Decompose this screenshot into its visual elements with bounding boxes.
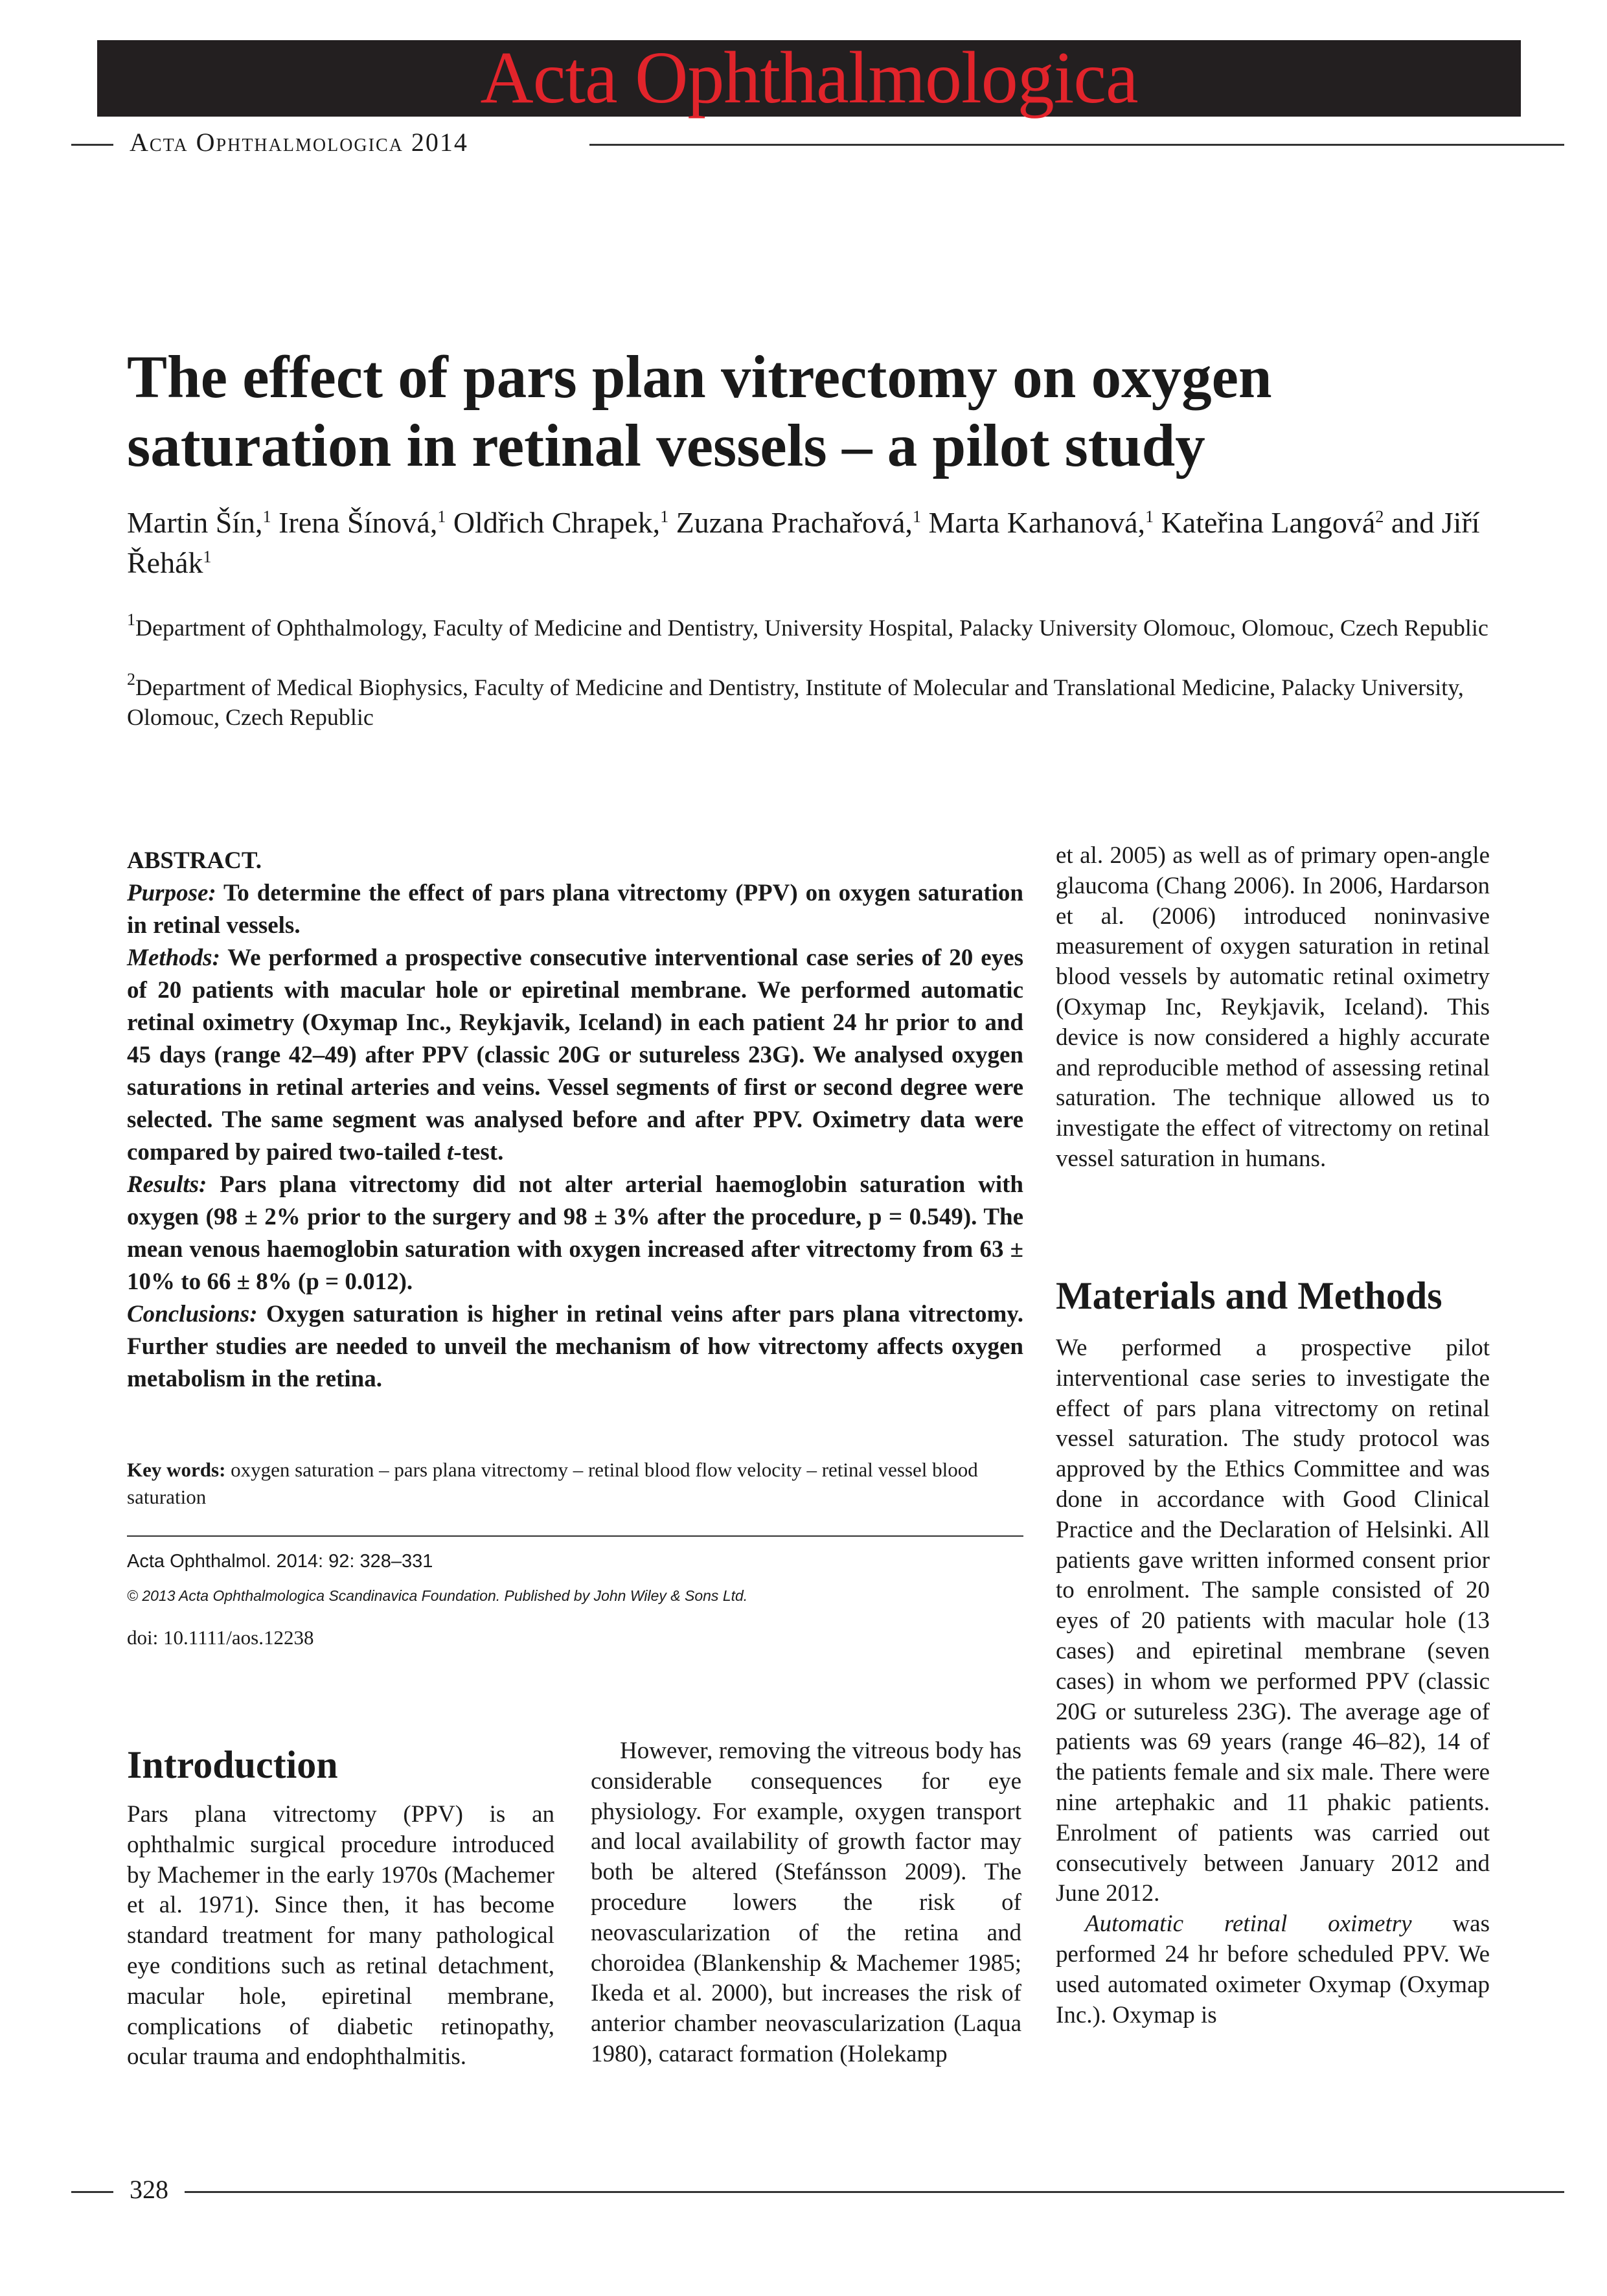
abstract-conclusions-text: Oxygen saturation is higher in retinal veins after pars plana vitrectomy. Further studies are needed to unveil the mechanism of how vitrectomy affects oxygen metabolism in the retina.: [127, 1301, 1024, 1392]
affiliation-2: [127, 672, 1500, 732]
paragraph-text: was performed 24 hr before scheduled PPV. We used automated oximeter Oxymap (Oxymap Inc.). Oxymap is: [1056, 1911, 1490, 2028]
keywords-text: oxygen saturation – pars plana vitrectomy – retinal blood flow velocity – retinal vessel blood saturation: [127, 1458, 978, 1508]
article-title-line2: saturation in retinal vessels – a pilot study: [127, 413, 1205, 479]
affiliation-text: Department of Ophthalmology, Faculty of Medicine and Dentistry, University Hospital, Palacky University Olomouc, Olomouc, Czech Republic: [135, 615, 1488, 641]
footer-rule-left: [71, 2191, 113, 2193]
abstract: [127, 845, 1023, 1395]
footer-rule-right: [185, 2191, 1564, 2193]
section-heading-materials-methods: Materials and Methods: [1056, 1274, 1442, 1317]
abstract-methods-label: Methods:: [127, 945, 220, 971]
journal-masthead: [97, 36, 1521, 119]
abstract-results-label: Results:: [127, 1171, 207, 1198]
right-column-materials: [1056, 1333, 1490, 2030]
author-affil-mark: 1: [1145, 507, 1154, 526]
middle-column: [591, 1736, 1021, 2070]
running-head-rule-right: [589, 144, 1564, 146]
running-head-text: Acta Ophthalmologica 2014: [130, 128, 468, 157]
article-title-line1: The effect of pars plan vitrectomy on oxygen: [127, 344, 1272, 411]
affiliation-number: 2: [127, 670, 135, 689]
author-affil-mark: 1: [203, 547, 212, 566]
paragraph: Pars plana vitrectomy (PPV) is an ophthalmic surgical procedure introduced by Machemer in the early 1970s (Machemer et al. 1971). Since then, it has become standard treatment for many pathological eye conditions such as retinal detachment, macular hole, epiretinal membrane, complications of diabetic retinopathy, ocular trauma and endophthalmitis.: [127, 1801, 554, 2071]
author: Marta Karhanová,: [928, 506, 1146, 539]
abstract-purpose: [127, 877, 1023, 942]
paragraph: However, removing the vitreous body has considerable consequences for eye physiology. For example, oxygen transport and local availability of growth factor may both be altered (Stefánsson 2009). The procedure lowers the risk of neovascularization of the retina and choroidea (Blankenship & Machemer 1985; Ikeda et al. 2000), but increases the risk of anterior chamber neovascularization (Laqua 1980), cataract formation (Holekamp: [591, 1738, 1021, 2067]
abstract-methods-text: We performed a prospective consecutive interventional case series of 20 eyes of 20 patients with macular hole or epiretinal membrane. We performed automatic retinal oximetry (Oxymap Inc., Reykjavik, Iceland) in each patient 24 hr prior to and 45 days (range 42–49) after PPV (classic 20G or sutureless 23G). We analysed oxygen saturations in retinal arteries and veins. Vessel segments of first or second degree were selected. The same segment was analysed before and after PPV. Oximetry data were compared by paired two-tailed: [127, 945, 1023, 1165]
abstract-methods: [127, 942, 1023, 1169]
author-affil-mark: 1: [262, 507, 271, 526]
abstract-purpose-text: To determine the effect of pars plana vitrectomy (PPV) on oxygen saturation in retinal vessels.: [127, 880, 1023, 939]
copyright: © 2013 Acta Ophthalmologica Scandinavica Foundation. Published by John Wiley & Sons Ltd.: [127, 1587, 748, 1604]
affiliation-number: 1: [127, 610, 135, 629]
author: Oldřich Chrapek,: [453, 506, 661, 539]
keywords-divider: [127, 1535, 1023, 1537]
right-column-top: [1056, 841, 1490, 1175]
abstract-methods-t: t: [447, 1139, 454, 1165]
abstract-conclusions-label: Conclusions:: [127, 1301, 258, 1327]
running-head-rule-left: [71, 144, 113, 146]
affiliation-1: [127, 610, 1500, 643]
italic-term: Automatic retinal oximetry: [1085, 1911, 1412, 1938]
doi-link[interactable]: doi: 10.1111/aos.12238: [127, 1626, 314, 1649]
keywords: [127, 1456, 1023, 1511]
author-affil-mark: 1: [912, 507, 921, 526]
abstract-methods-text-end: -test.: [453, 1139, 504, 1165]
abstract-conclusions: [127, 1298, 1023, 1395]
page-number: 328: [130, 2175, 168, 2204]
paragraph: et al. 2005) as well as of primary open-angle glaucoma (Chang 2006). In 2006, Hardarson et al. (2006) introduced noninvasive measurement of oxygen saturation in retinal blood vessels by automatic retinal oximetry (Oxymap Inc, Reykjavik, Iceland). This device is now considered a highly accurate and reproducible method of assessing retinal saturation. The technique allowed us to investigate the effect of vitrectomy on retinal vessel saturation in humans.: [1056, 842, 1490, 1172]
abstract-results-text: Pars plana vitrectomy did not alter arterial haemoglobin saturation with oxygen (98 ± 2% prior to the surgery and 98 ± 3% after the procedure, p = 0.549). The mean venous haemoglobin saturation with oxygen increased after vitrectomy from 63 ± 10% to 66 ± 8% (p = 0.012).: [127, 1171, 1023, 1295]
author: and Jiří Řehák: [127, 506, 1480, 579]
abstract-purpose-label: Purpose:: [127, 880, 216, 906]
running-head: [71, 127, 1490, 166]
author-affil-mark: 1: [437, 507, 446, 526]
author: Martin Šín,: [127, 506, 263, 539]
citation: Acta Ophthalmol. 2014: 92: 328–331: [127, 1551, 433, 1572]
paragraph: [1056, 1909, 1490, 2030]
left-column-introduction: [127, 1800, 554, 2072]
author-list: [127, 503, 1500, 583]
affiliation-text: Department of Medical Biophysics, Faculty of Medicine and Dentistry, Institute of Molecular and Translational Medicine, Palacky University, Olomouc, Czech Republic: [127, 674, 1464, 730]
section-heading-introduction: Introduction: [127, 1743, 338, 1786]
journal-title: Acta Ophthalmologica: [480, 36, 1138, 119]
author: Kateřina Langová: [1161, 506, 1376, 539]
keywords-label: Key words:: [127, 1458, 226, 1481]
paragraph: We performed a prospective pilot interventional case series to investigate the effect of pars plana vitrectomy on retinal vessel saturation. The study protocol was approved by the Ethics Committee and was done in accordance with Good Clinical Practice and the Declaration of Helsinki. All patients gave written informed consent prior to enrolment. The sample consisted of 20 eyes of 20 patients with macular hole (13 cases) and epiretinal membrane (seven cases) in whom we performed PPV (classic 20G or sutureless 23G). The average age of patients was 69 years (range 46–82), 14 of the patients female and six male. There were nine artephakic and 11 phakic patients. Enrolment of patients was carried out consecutively between January 2012 and June 2012.: [1056, 1335, 1490, 1907]
author: Irena Šínová,: [279, 506, 438, 539]
page-footer: [71, 2174, 1490, 2213]
article-title: [127, 343, 1487, 481]
abstract-results: [127, 1169, 1023, 1298]
author-affil-mark: 2: [1375, 507, 1384, 526]
abstract-heading: ABSTRACT.: [127, 847, 262, 874]
author: Zuzana Prachařová,: [676, 506, 913, 539]
author-affil-mark: 1: [660, 507, 669, 526]
